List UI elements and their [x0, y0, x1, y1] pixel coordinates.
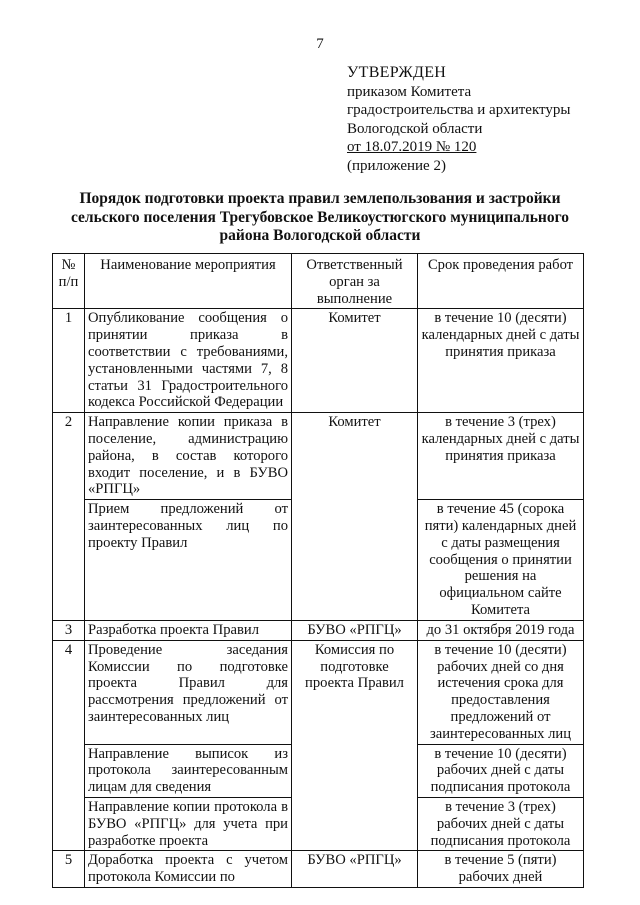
header-organ: Ответственный орган за выполнение: [292, 254, 418, 309]
title-line-2: сельского поселения Трегубовское Великоустюгского муниципального: [70, 208, 570, 226]
organ-cell: Комитет: [292, 413, 418, 621]
organ-cell: Комиссия по подготовке проекта Правил: [292, 640, 418, 851]
header-activity: Наименование мероприятия: [85, 254, 292, 309]
term-cell: в течение 3 (трех) календарных дней с даты принятия приказа: [418, 413, 584, 500]
term-cell: в течение 10 (десяти) календарных дней с даты принятия приказа: [418, 309, 584, 413]
activity-cell: Проведение заседания Комиссии по подготовке проекта Правил для рассмотрения предложений от заинтересованных лиц: [85, 640, 292, 744]
row-number: 4: [53, 640, 85, 851]
term-cell: в течение 5 (пяти) рабочих дней: [418, 851, 584, 888]
table-row: [53, 413, 584, 500]
term-cell: в течение 10 (десяти) рабочих дней со дня истечения срока для предоставления предложений от заинтересованных лиц: [418, 640, 584, 744]
page-number: 7: [316, 36, 324, 52]
table-row: [53, 640, 584, 744]
approval-line-2: градостроительства и архитектуры: [347, 102, 571, 119]
organ-cell: БУВО «РПГЦ»: [292, 851, 418, 888]
schedule-table: [52, 253, 584, 888]
activity-cell: Прием предложений от заинтересованных лиц по проекту Правил: [85, 500, 292, 621]
approval-appendix: (приложение 2): [347, 157, 446, 174]
term-cell: в течение 45 (сорока пяти) календарных дней с даты размещения сообщения о принятии решения на официальном сайте Комитета: [418, 500, 584, 621]
organ-cell: БУВО «РПГЦ»: [292, 620, 418, 640]
table-header-row: [53, 254, 584, 309]
approval-line-3: Вологодской области: [347, 120, 483, 137]
table-row: [53, 620, 584, 640]
activity-cell: Опубликование сообщения о принятии приказа в соответствии с требованиями, установленными частями 7, 8 статьи 31 Градостроительного кодекса Российской Федерации: [85, 309, 292, 413]
row-number: 1: [53, 309, 85, 413]
approval-heading: УТВЕРЖДЕН: [347, 64, 447, 81]
activity-cell: Направление копии протокола в БУВО «РПГЦ» для учета при разработке проекта: [85, 797, 292, 850]
header-num: № п/п: [53, 254, 85, 309]
header-term: Срок проведения работ: [418, 254, 584, 309]
table-row: [53, 851, 584, 888]
term-cell: в течение 10 (десяти) рабочих дней с даты подписания протокола: [418, 744, 584, 797]
organ-cell: Комитет: [292, 309, 418, 413]
activity-cell: Разработка проекта Правил: [85, 620, 292, 640]
approval-block: [347, 64, 570, 176]
row-number: 3: [53, 620, 85, 640]
activity-cell: Направление выписок из протокола заинтересованным лицам для сведения: [85, 744, 292, 797]
row-number: 2: [53, 413, 85, 621]
approval-order: от 18.07.2019 № 120: [347, 139, 477, 156]
approval-line-1: приказом Комитета: [347, 83, 472, 100]
term-cell: до 31 октября 2019 года: [418, 620, 584, 640]
document-title: [60, 190, 580, 246]
activity-cell: Доработка проекта с учетом протокола Комиссии по: [85, 851, 292, 888]
title-line-1: Порядок подготовки проекта правил землепользования и застройки: [79, 190, 561, 207]
term-cell: в течение 3 (трех) рабочих дней с даты подписания протокола: [418, 797, 584, 850]
row-number: 5: [53, 851, 85, 888]
title-line-3: района Вологодской области: [219, 227, 421, 244]
activity-cell: Направление копии приказа в поселение, администрацию района, в состав которого входит поселение, и в БУВО «РПГЦ»: [85, 413, 292, 500]
table-row: [53, 309, 584, 413]
